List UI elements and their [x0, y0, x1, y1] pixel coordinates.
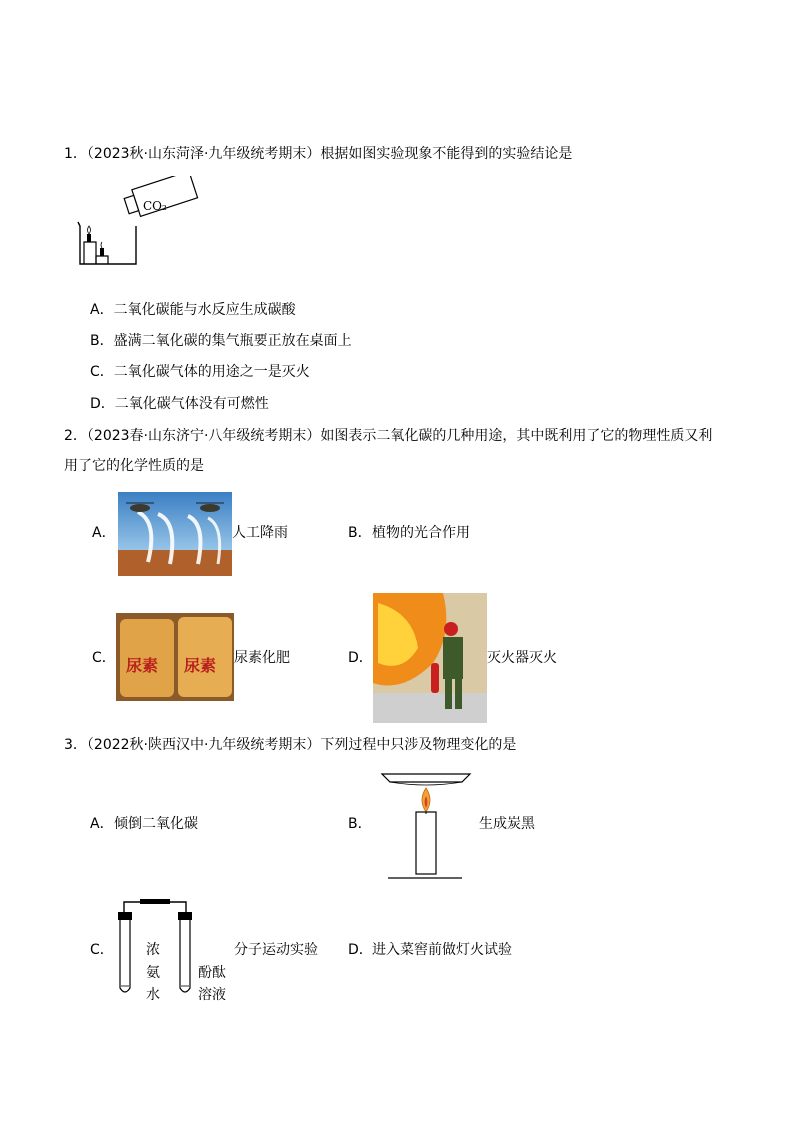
- urea-bag-label-left: 尿素: [126, 656, 159, 675]
- q2-option-b-text: 植物的光合作用: [372, 525, 470, 541]
- question-3-stem: 3．（2022秋·陕西汉中·九年级统考期末）下列过程中只涉及物理变化的是: [64, 737, 517, 753]
- q3-tube-right-label-1: 酚酞: [198, 965, 226, 981]
- q1-option-b: B．盛满二氧化碳的集气瓶要正放在桌面上: [90, 333, 352, 349]
- q3-option-a-letter: A．: [90, 816, 114, 832]
- q2-option-a-letter: A．: [92, 525, 116, 541]
- q3-candle-plate-figure: [378, 768, 474, 882]
- q3-tube-left-char-1: 浓: [146, 942, 160, 958]
- q3-option-b-letter: B．: [348, 816, 372, 832]
- q3-option-d-letter: D．: [348, 942, 373, 958]
- q3-tube-right-label-2: 溶液: [198, 987, 226, 1003]
- q3-option-c-text: 分子运动实验: [234, 942, 318, 958]
- q2-urea-bags-image: [116, 613, 234, 701]
- urea-bag-label-right: 尿素: [184, 656, 217, 675]
- q1-co2-label: CO₂: [143, 199, 167, 213]
- q2-artificial-rain-image: [118, 492, 232, 576]
- q2-option-a-text: 人工降雨: [232, 525, 288, 541]
- question-1-stem: 1．（2023秋·山东菏泽·九年级统考期末）根据如图实验现象不能得到的实验结论是: [64, 146, 573, 162]
- q3-option-b-text: 生成炭黑: [479, 816, 535, 832]
- question-2-stem-line1: 2．（2023春·山东济宁·八年级统考期末）如图表示二氧化碳的几种用途，其中既利用了它的物理性质又利: [64, 428, 713, 444]
- q1-option-a: A．二氧化碳能与水反应生成碳酸: [90, 302, 296, 318]
- q3-tube-left-char-2: 氨: [146, 965, 160, 981]
- q1-option-d: D．二氧化碳气体没有可燃性: [90, 396, 269, 412]
- q1-option-c: C．二氧化碳气体的用途之一是灭火: [90, 364, 310, 380]
- q3-option-a-text: 倾倒二氧化碳: [114, 816, 198, 832]
- q2-option-b-letter: B．: [348, 525, 372, 541]
- q2-option-c-letter: C．: [92, 650, 116, 666]
- question-2-stem-line2: 用了它的化学性质的是: [64, 458, 204, 474]
- q3-tube-left-char-3: 水: [146, 987, 160, 1003]
- q3-option-c-letter: C．: [90, 942, 114, 958]
- q2-option-d-letter: D．: [348, 650, 373, 666]
- q2-option-d-text: 灭火器灭火: [487, 650, 557, 666]
- q2-option-c-text: 尿素化肥: [234, 650, 290, 666]
- q1-beaker-figure: [70, 176, 200, 268]
- q3-option-d-text: 进入菜窖前做灯火试验: [372, 942, 512, 958]
- q2-fire-extinguisher-image: [373, 593, 487, 723]
